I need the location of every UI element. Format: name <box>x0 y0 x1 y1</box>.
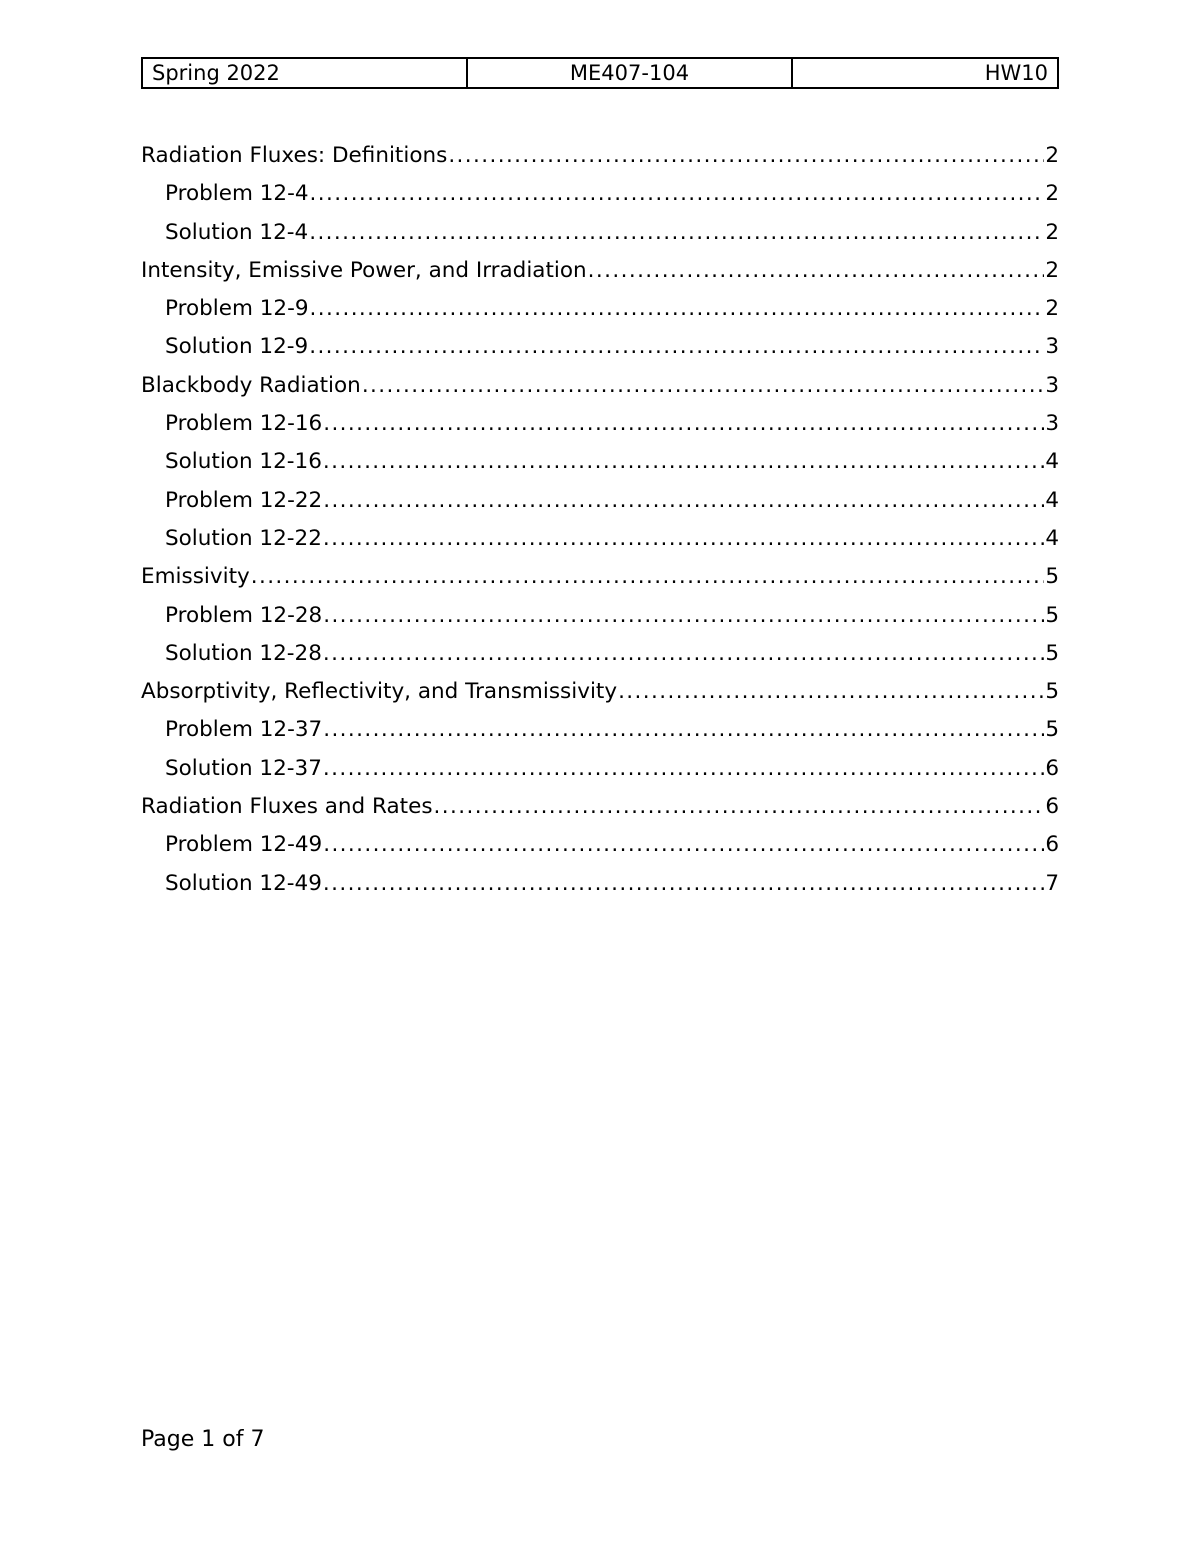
toc-dot-leader <box>448 137 1044 175</box>
toc-section-entry[interactable] <box>141 252 1059 290</box>
toc-section-entry[interactable] <box>141 788 1059 826</box>
toc-entry-page-number[interactable]: 7 <box>1045 870 1059 896</box>
toc-subsection-entry[interactable] <box>141 405 1059 443</box>
header-semester: Spring 2022 <box>142 58 467 88</box>
toc-entry-page-number[interactable]: 2 <box>1045 181 1059 207</box>
toc-subsection-entry[interactable] <box>141 214 1059 252</box>
toc-entry-label[interactable]: Absorptivity, Reflectivity, and Transmissivity <box>141 679 618 705</box>
toc-entry-page-number[interactable]: 4 <box>1045 487 1059 513</box>
toc-entry-page-number[interactable]: 6 <box>1045 794 1059 820</box>
toc-dot-leader <box>323 443 1044 481</box>
toc-dot-leader <box>310 290 1045 328</box>
toc-entry-label[interactable]: Problem 12-22 <box>165 487 323 513</box>
toc-entry-label[interactable]: Solution 12-37 <box>165 755 322 781</box>
toc-section-entry[interactable] <box>141 137 1059 175</box>
toc-entry-label[interactable]: Problem 12-37 <box>165 717 323 743</box>
header-assignment: HW10 <box>792 58 1058 88</box>
table-of-contents <box>141 137 1059 903</box>
toc-dot-leader <box>251 558 1045 596</box>
toc-dot-leader <box>309 214 1044 252</box>
toc-dot-leader <box>323 750 1044 788</box>
toc-entry-label[interactable]: Solution 12-9 <box>165 334 309 360</box>
toc-dot-leader <box>323 635 1044 673</box>
toc-dot-leader <box>323 826 1044 864</box>
toc-entry-page-number[interactable]: 2 <box>1045 143 1059 168</box>
toc-entry-page-number[interactable]: 5 <box>1045 564 1059 590</box>
toc-entry-page-number[interactable]: 6 <box>1045 832 1059 858</box>
toc-dot-leader <box>618 673 1044 711</box>
toc-entry-label[interactable]: Problem 12-4 <box>165 181 309 207</box>
page-header-table <box>141 57 1059 89</box>
page-header-row <box>142 58 1058 88</box>
toc-entry-label[interactable]: Blackbody Radiation <box>141 372 361 398</box>
toc-subsection-entry[interactable] <box>141 826 1059 864</box>
toc-entry-page-number[interactable]: 5 <box>1045 602 1059 628</box>
header-course: ME407-104 <box>467 58 792 88</box>
toc-subsection-entry[interactable] <box>141 865 1059 903</box>
page-footer: Page 1 of 7 <box>141 1427 265 1452</box>
toc-subsection-entry[interactable] <box>141 750 1059 788</box>
toc-dot-leader <box>588 252 1045 290</box>
toc-dot-leader <box>309 328 1044 366</box>
toc-entry-label[interactable]: Solution 12-4 <box>165 219 309 245</box>
toc-subsection-entry[interactable] <box>141 711 1059 749</box>
toc-subsection-entry[interactable] <box>141 290 1059 328</box>
toc-subsection-entry[interactable] <box>141 175 1059 213</box>
toc-subsection-entry[interactable] <box>141 597 1059 635</box>
toc-dot-leader <box>323 482 1044 520</box>
toc-section-entry[interactable] <box>141 367 1059 405</box>
toc-entry-page-number[interactable]: 5 <box>1045 679 1059 705</box>
toc-entry-page-number[interactable]: 2 <box>1045 257 1059 283</box>
toc-entry-page-number[interactable]: 3 <box>1045 411 1059 437</box>
toc-entry-page-number[interactable]: 2 <box>1045 296 1059 322</box>
toc-entry-label[interactable]: Solution 12-49 <box>165 870 322 896</box>
toc-dot-leader <box>323 597 1044 635</box>
toc-entry-label[interactable]: Problem 12-49 <box>165 832 323 858</box>
toc-dot-leader <box>323 711 1044 749</box>
toc-entry-label[interactable]: Solution 12-22 <box>165 525 322 551</box>
toc-entry-page-number[interactable]: 6 <box>1045 755 1059 781</box>
toc-entry-page-number[interactable]: 4 <box>1045 449 1059 475</box>
toc-entry-label[interactable]: Emissivity <box>141 564 250 590</box>
toc-dot-leader <box>323 405 1044 443</box>
toc-entry-label[interactable]: Solution 12-28 <box>165 640 322 666</box>
toc-entry-label[interactable]: Intensity, Emissive Power, and Irradiation <box>141 257 587 283</box>
toc-dot-leader <box>323 520 1044 558</box>
toc-entry-label[interactable]: Problem 12-28 <box>165 602 323 628</box>
toc-subsection-entry[interactable] <box>141 482 1059 520</box>
toc-entry-page-number[interactable]: 5 <box>1045 717 1059 743</box>
toc-entry-page-number[interactable]: 2 <box>1045 219 1059 245</box>
toc-section-entry[interactable] <box>141 558 1059 596</box>
toc-entry-label[interactable]: Problem 12-16 <box>165 411 323 437</box>
toc-dot-leader <box>434 788 1045 826</box>
toc-entry-page-number[interactable]: 3 <box>1045 334 1059 360</box>
toc-dot-leader <box>323 865 1044 903</box>
toc-dot-leader <box>310 175 1045 213</box>
toc-entry-label[interactable]: Problem 12-9 <box>165 296 309 322</box>
toc-section-entry[interactable] <box>141 673 1059 711</box>
toc-entry-label[interactable]: Solution 12-16 <box>165 449 322 475</box>
toc-subsection-entry[interactable] <box>141 520 1059 558</box>
toc-subsection-entry[interactable] <box>141 635 1059 673</box>
toc-subsection-entry[interactable] <box>141 328 1059 366</box>
toc-entry-page-number[interactable]: 5 <box>1045 640 1059 666</box>
toc-entry-page-number[interactable]: 4 <box>1045 525 1059 551</box>
toc-entry-label[interactable]: Radiation Fluxes: Definitions <box>141 143 448 168</box>
toc-dot-leader <box>362 367 1045 405</box>
toc-subsection-entry[interactable] <box>141 443 1059 481</box>
toc-entry-page-number[interactable]: 3 <box>1045 372 1059 398</box>
toc-entry-label[interactable]: Radiation Fluxes and Rates <box>141 794 433 820</box>
